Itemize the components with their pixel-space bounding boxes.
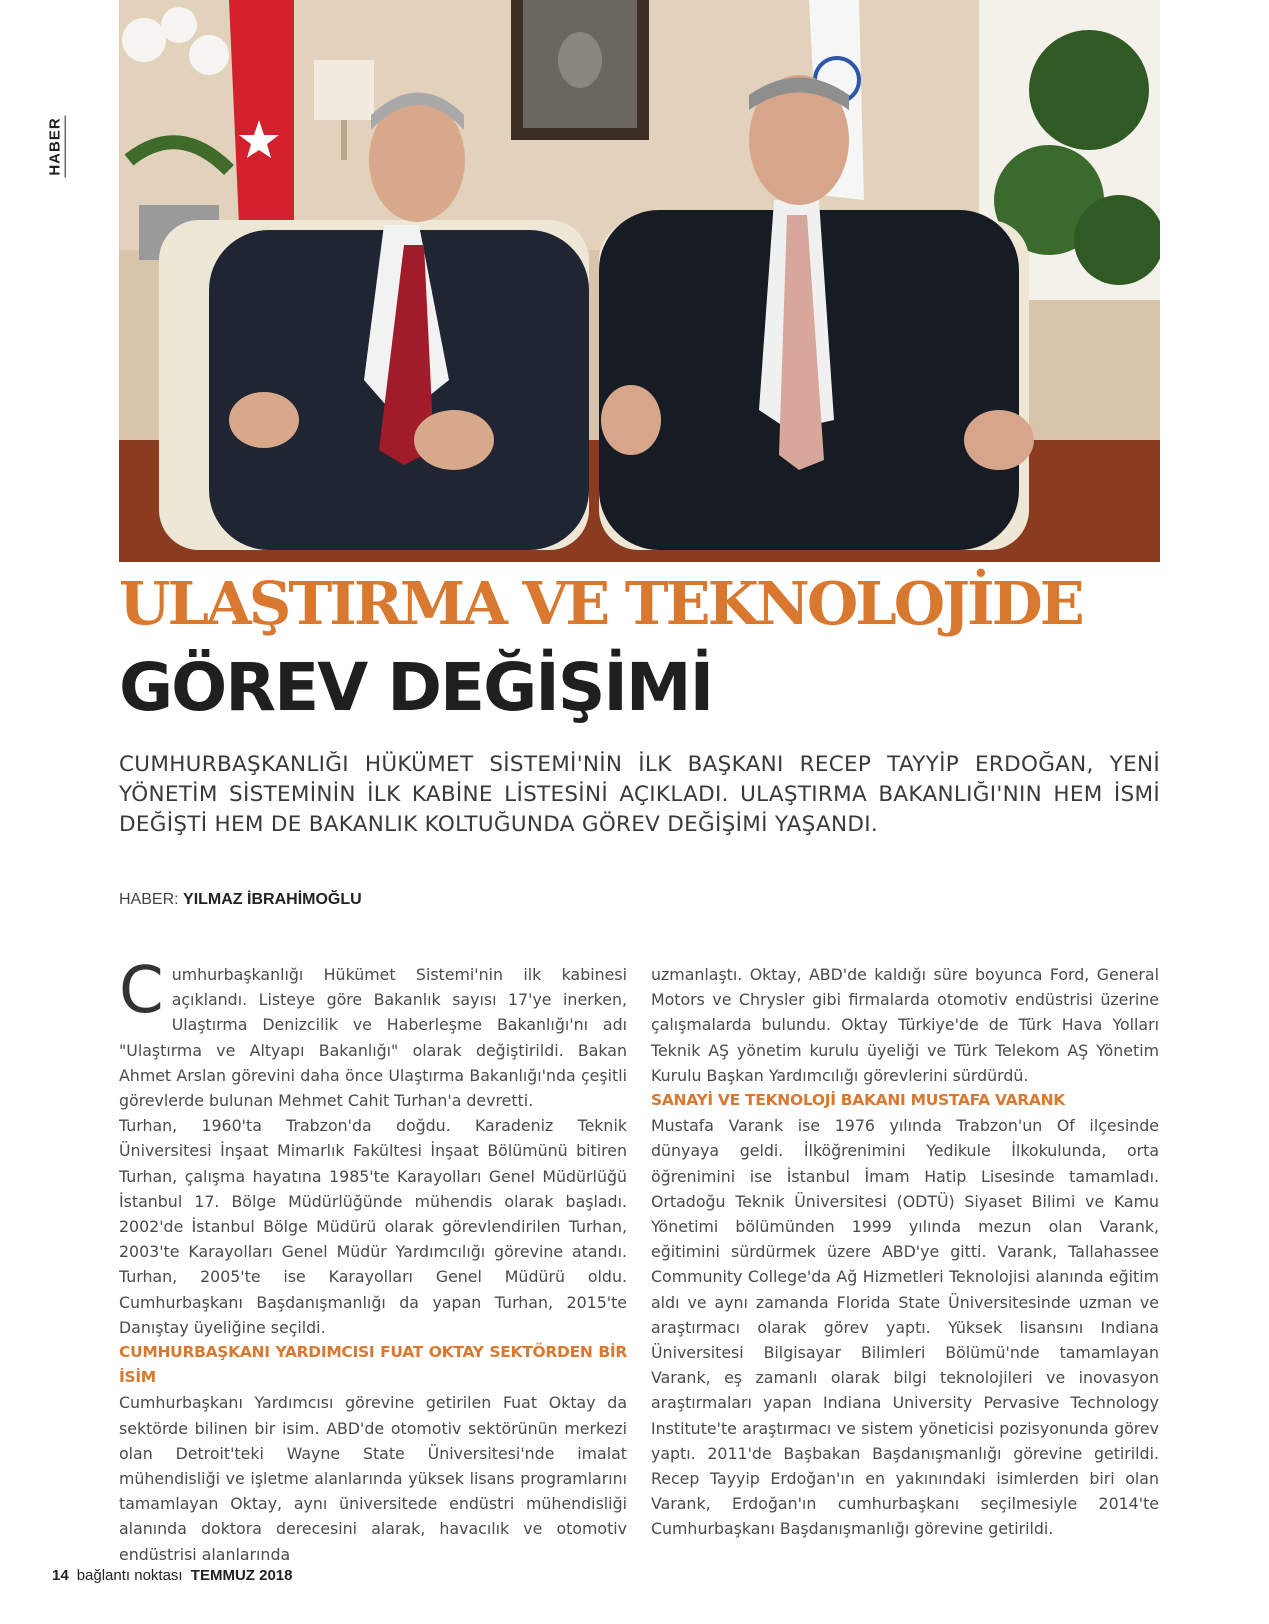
magazine-name: bağlantı noktası: [76, 1567, 183, 1584]
body-paragraph-4: uzmanlaştı. Oktay, ABD'de kaldığı süre boyunca Ford, General Motors ve Chrysler gibi firmalarda otomotiv endüstrisi üzerine çalışmalarda bulundu. Oktay Türkiye'de de Türk Hava Yolları Teknik AŞ yönetim kurulu üyeliği ve Türk Telekom AŞ Yönetim Kurulu Başkan Yardımcılığı görevlerini sürdürdü.: [651, 965, 1159, 1085]
body-paragraph-3: Cumhurbaşkanı Yardımcısı görevine getirilen Fuat Oktay da sektörde bilinen bir isim. ABD'de otomotiv sektörünün merkezi olan Detroit'teki Wayne State Üniversitesi'nde imalat mühendisliği ve işletme alanlarında yüksek lisans programlarını tamamlayan Oktay, aynı üniversitede endüstri mühendisliği alanında doktora derecesini alarak, havacılık ve otomotiv endüstrisi alanlarında: [119, 1393, 627, 1564]
byline-label: HABER:: [119, 891, 179, 908]
section-tag: [36, 118, 76, 174]
hero-photo: [119, 0, 1160, 562]
subhead-varank: SANAYİ VE TEKNOLOJİ BAKANI MUSTAFA VARANK: [651, 1091, 1066, 1110]
page-footer: [52, 1567, 292, 1584]
page-number: 14: [52, 1567, 69, 1584]
byline: [119, 891, 362, 909]
drop-cap: C: [119, 954, 164, 1028]
body-paragraph-2: Turhan, 1960'ta Trabzon'da doğdu. Karadeniz Teknik Üniversitesi İnşaat Mimarlık Fakültesi İnşaat Bölümünü bitiren Turhan, çalışma hayatına 1985'te Karayolları Genel Müdürlüğü İstanbul 17. Bölge Müdürlüğünde mühendis olarak başladı. 2002'de İstanbul Bölge Müdürü olarak görevlendirilen Turhan, 2003'te Karayolları Genel Müdür Yardımcılığı görevine atandı. Turhan, 2005'te ise Karayolları Genel Müdürü oldu. Cumhurbaşkanı Başdanışmanlığı da yapan Turhan, 2015'te Danıştay üyeliğine seçildi.: [119, 1116, 627, 1337]
body-paragraph-1: [119, 954, 627, 1113]
photo-two-officials-seated-icon: [119, 0, 1160, 562]
headline-dark: GÖREV DEĞİŞİMİ: [119, 649, 713, 726]
issue-date: TEMMUZ 2018: [190, 1567, 293, 1584]
body-column-right: [651, 962, 1159, 1542]
body-column-left: [119, 954, 627, 1567]
lead-paragraph: CUMHURBAŞKANLIĞI HÜKÜMET SİSTEMİ'NİN İLK BAŞKANI RECEP TAYYİP ERDOĞAN, YENİ YÖNETİM SİSTEMİNİN İLK KABİNE LİSTESİNİ AÇIKLADI. ULAŞTIRMA BAKANLIĞI'NIN HEM İSMİ DEĞİŞTİ HEM DE BAKANLIK KOLTUĞUNDA GÖREV DEĞİŞİMİ YAŞANDI.: [119, 752, 1160, 837]
section-tag-label: HABER: [46, 116, 64, 176]
byline-author: YILMAZ İBRAHİMOĞLU: [183, 891, 362, 908]
body-paragraph-1-text: umhurbaşkanlığı Hükümet Sistemi'nin ilk kabinesi açıklandı. Listeye göre Bakanlık sayısı 17'ye inerken, Ulaştırma Denizcilik ve Haberleşme Bakanlığı'nı adı "Ulaştırma ve Altyapı Bakanlığı" olarak değiştirildi. Bakan Ahmet Arslan görevini daha önce Ulaştırma Bakanlığı'nda çeşitli görevlerde bulunan Mehmet Cahit Turhan'a devretti.: [119, 965, 627, 1111]
body-paragraph-5: Mustafa Varank ise 1976 yılında Trabzon'un Of ilçesinde dünyaya geldi. İlköğrenimini Yedikule İlkokulunda, orta öğrenimini ise İstanbul İmam Hatip Lisesinde tamamladı. Ortadoğu Teknik Üniversitesi (ODTÜ) Siyaset Bilimi ve Kamu Yönetimi bölümünden 1999 yılında mezun olan Varank, eğitimini sürdürmek üzere ABD'ye gitti. Varank, Tallahassee Community College'da Ağ Hizmetleri Teknolojisi alanında eğitim aldı ve aynı zamanda Florida State Üniversitesinde uzman ve araştırmacı olarak görev yaptı. Yüksek lisansını Indiana Üniversitesi Bilgisayar Bilimleri Bölümü'nde tamamlayan Varank, eş zamanlı olarak bilgi teknolojileri ve inovasyon araştırmaları yapan Indiana University Pervasive Technology Institute'te araştırmacı ve sistem yöneticisi pozisyonunda görev yaptı. 2011'de Başbakan Başdanışmanlığı görevine getirildi. Recep Tayyip Erdoğan'ın en yakınındaki isimlerden biri olan Varank, Erdoğan'ın cumhurbaşkanı seçilmesiyle 2014'te Cumhurbaşkanı Başdanışmanlığı görevine getirildi.: [651, 1116, 1159, 1539]
headline-orange: ULAŞTIRMA VE TEKNOLOJİDE: [119, 569, 1082, 638]
subhead-oktay: CUMHURBAŞKANI YARDIMCISI FUAT OKTAY SEKTÖRDEN BİR İSİM: [119, 1343, 627, 1387]
